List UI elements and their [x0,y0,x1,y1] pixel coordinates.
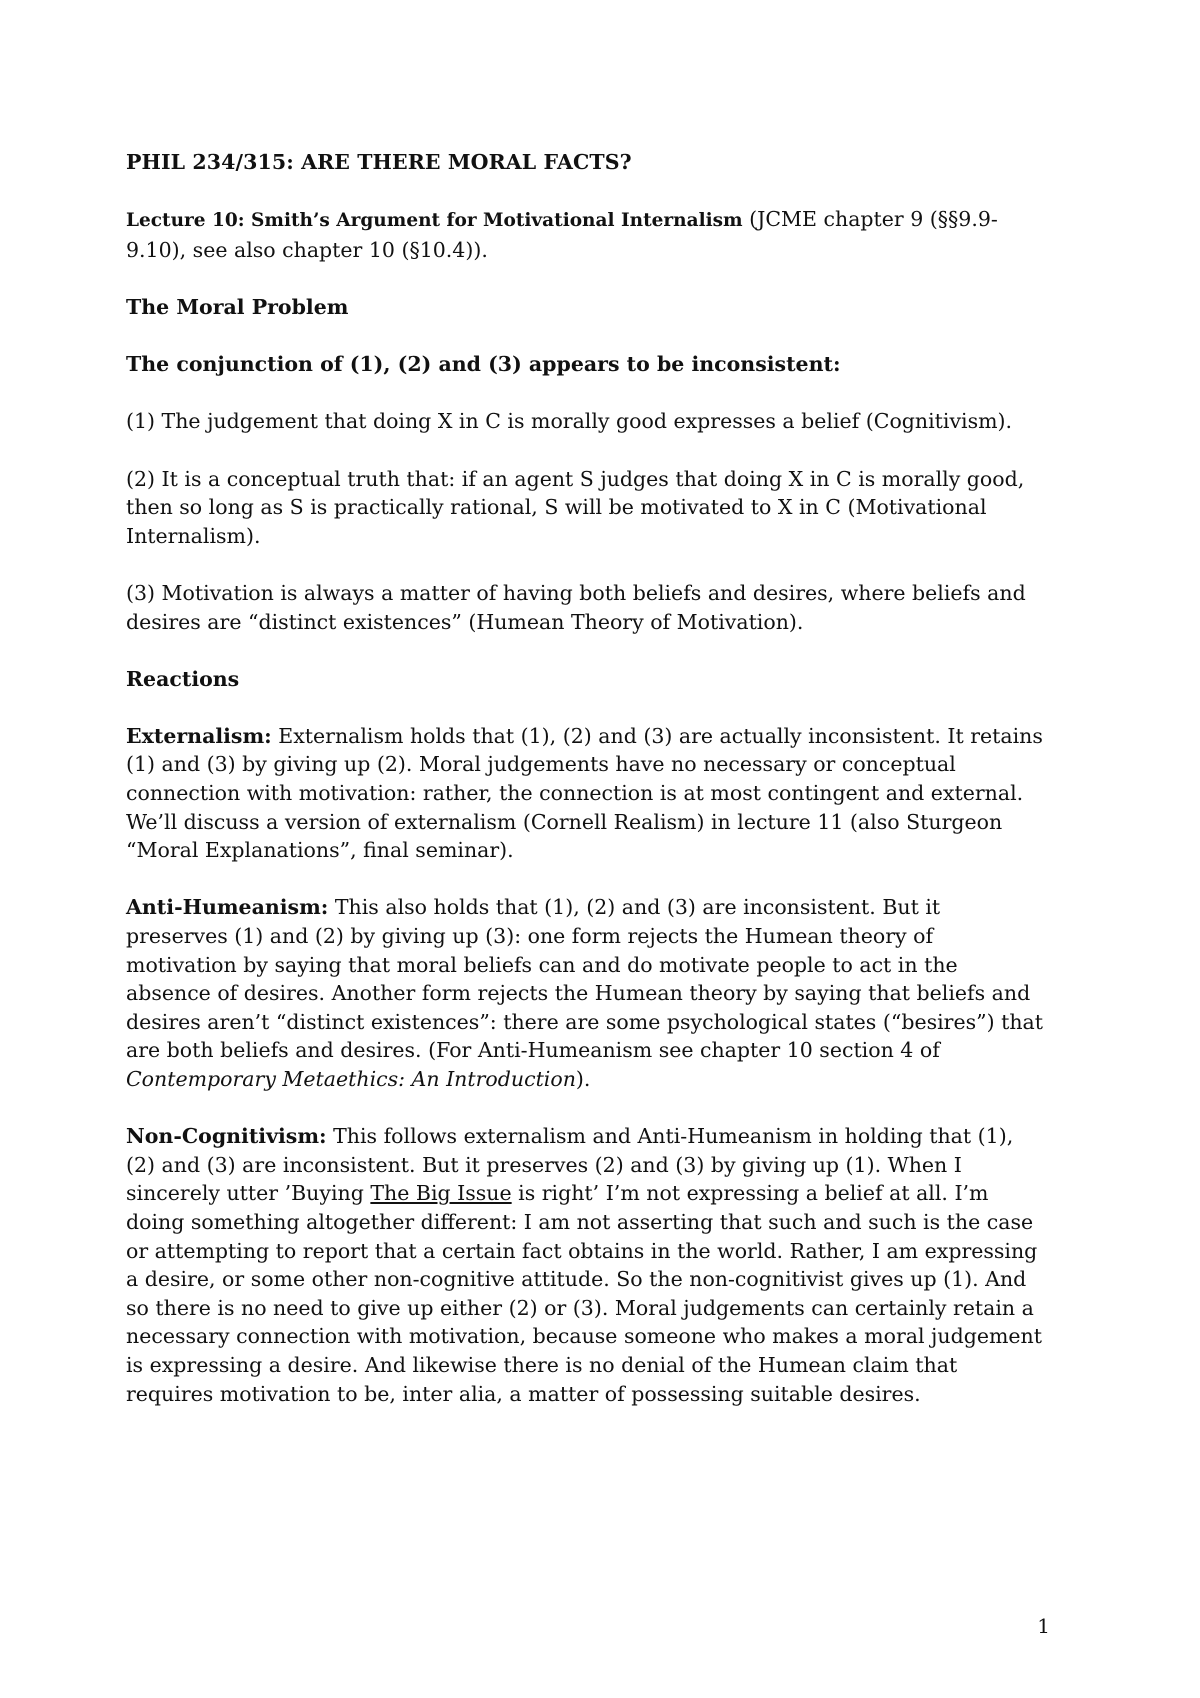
claim-3: (3) Motivation is always a matter of having both beliefs and desires, where beliefs and desires are “distinct existences” (Humean Theory of Motivation). [126,580,1026,634]
externalism-term: Externalism: [126,723,272,748]
lecture-label: Lecture 10: Smith’s Argument for Motivational Internalism [126,210,743,232]
non-cognitivism-text-before: This follows externalism and Anti-Humeanism in holding that (1), (2) and (3) are inconsistent. But it preserves (2) and (3) by giving up (1). When I sincerely utter ’Buying [126,1124,1014,1206]
big-issue-title: The Big Issue [370,1181,512,1206]
document-body [126,148,1046,1437]
non-cognitivism-paragraph [126,1122,1046,1408]
lecture-line [126,205,1046,264]
non-cognitivism-term: Non-Cognitivism: [126,1124,327,1149]
section-heading-reactions: Reactions [126,666,240,691]
anti-humeanism-paragraph [126,893,1046,1093]
claim-1: (1) The judgement that doing X in C is morally good expresses a belief (Cognitivism). [126,409,1013,434]
externalism-text: Externalism holds that (1), (2) and (3) are actually inconsistent. It retains (1) and (3) by giving up (2). Moral judgements have no necessary or conceptual connection with motivation: rather, the connection is at most contingent and external. We’ll discuss a version of externalism (Cornell Realism) in lecture 11 (also Sturgeon “Moral Explanations”, final seminar). [126,723,1043,863]
page-number: 1 [1037,1614,1050,1638]
externalism-paragraph [126,722,1046,865]
claim-2: (2) It is a conceptual truth that: if an agent S judges that doing X in C is morally good, then so long as S is practically rational, S will be motivated to X in C (Motivational Internalism). [126,466,1025,548]
inconsistency-heading: The conjunction of (1), (2) and (3) appears to be inconsistent: [126,352,841,377]
non-cognitivism-text-after: is right’ I’m not expressing a belief at all. I’m doing something altogether different: I am not asserting that such and such is the case or attempting to report that a certain fact obtains in the world. Rather, I am expressing a desire, or some other non-cognitive attitude. So the non-cognitivist gives up (1). And so there is no need to give up either (2) or (3). Moral judgements can certainly retain a necessary connection with motivation, because someone who makes a moral judgement is expressing a desire. And likewise there is no denial of the Humean claim that requires motivation to be, inter alia, a matter of possessing suitable desires. [126,1181,1042,1406]
document-title: PHIL 234/315: ARE THERE MORAL FACTS? [126,150,632,174]
section-heading-moral-problem: The Moral Problem [126,294,349,319]
anti-humeanism-text: This also holds that (1), (2) and (3) are inconsistent. But it preserves (1) and (2) by giving up (3): one form rejects the Humean theory of motivation by saying that moral beliefs can and do motivate people to act in the absence of desires. Another form rejects the Humean theory by saying that beliefs and desires aren’t “distinct existences”: there are some psychological states (“besires”) that are both beliefs and desires. (For Anti-Humeanism see chapter 10 section 4 of [126,895,1044,1063]
book-title: Contemporary Metaethics: An Introduction [126,1067,576,1091]
anti-humeanism-term: Anti-Humeanism: [126,895,329,920]
anti-humeanism-closing: ). [575,1067,591,1091]
lecture-reference: (JCME chapter 9 (§§9.9-9.10), see also chapter 10 (§10.4)). [126,207,998,262]
